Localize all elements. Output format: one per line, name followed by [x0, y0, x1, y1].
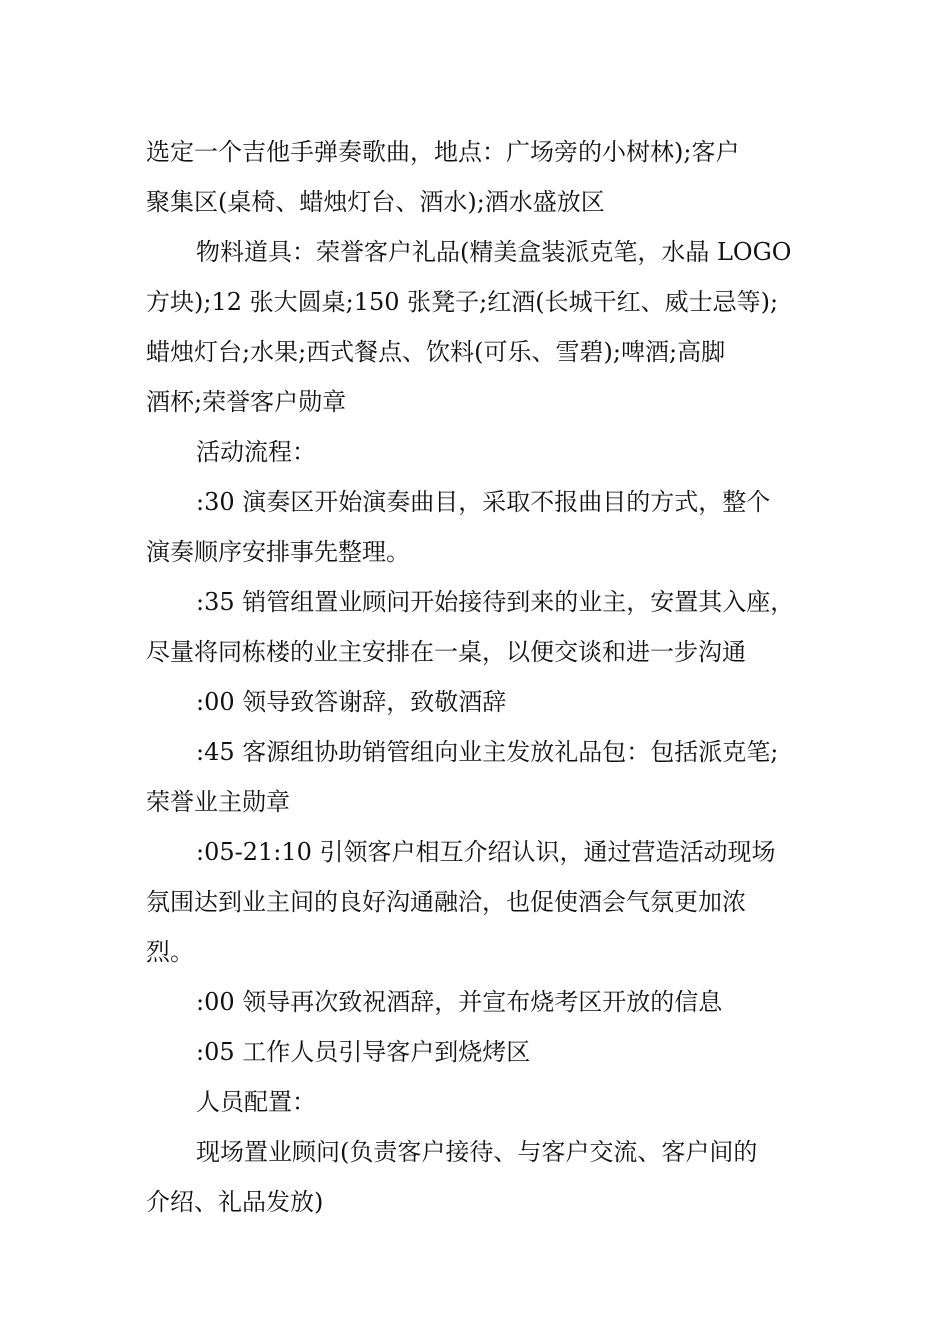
text-line: 尽量将同栋楼的业主安排在一桌，以便交谈和进一步沟通	[146, 638, 746, 666]
text-line: 氛围达到业主间的良好沟通融洽，也促使酒会气氛更加浓	[146, 888, 746, 916]
section-heading: 人员配置：	[196, 1088, 316, 1116]
text-line: :05 工作人员引导客户到烧烤区	[196, 1038, 531, 1066]
text-line: 选定一个吉他手弹奏歌曲，地点：广场旁的小树林);客户	[146, 138, 740, 166]
text-line: 方块);12 张大圆桌;150 张凳子;红酒(长城干红、威士忌等);	[146, 288, 779, 316]
text-line: 荣誉业主勋章	[146, 788, 290, 816]
text-line: 聚集区(桌椅、蜡烛灯台、酒水);酒水盛放区	[146, 188, 605, 216]
text-line: :00 领导致答谢辞，致敬酒辞	[196, 688, 507, 716]
text-line: :30 演奏区开始演奏曲目，采取不报曲目的方式，整个	[196, 488, 771, 516]
text-line: :00 领导再次致祝酒辞，并宣布烧考区开放的信息	[196, 988, 723, 1016]
text-line: 烈。	[146, 938, 194, 966]
text-line: 现场置业顾问(负责客户接待、与客户交流、客户间的	[196, 1138, 758, 1166]
text-line: :35 销管组置业顾问开始接待到来的业主，安置其入座，	[196, 588, 795, 616]
text-line: :45 客源组协助销管组向业主发放礼品包：包括派克笔;	[196, 738, 779, 766]
text-line: 物料道具：荣誉客户礼品(精美盒装派克笔，水晶 LOGO	[196, 238, 792, 266]
text-line: 酒杯;荣誉客户勋章	[146, 388, 347, 416]
text-line: 演奏顺序安排事先整理。	[146, 538, 410, 566]
text-line: 蜡烛灯台;水果;西式餐点、饮料(可乐、雪碧);啤酒;高脚	[146, 338, 726, 366]
text-line: 介绍、礼品发放)	[146, 1188, 324, 1216]
text-line: :05-21:10 引领客户相互介绍认识，通过营造活动现场	[196, 838, 776, 866]
section-heading: 活动流程：	[196, 438, 316, 466]
document-body	[146, 127, 836, 1227]
